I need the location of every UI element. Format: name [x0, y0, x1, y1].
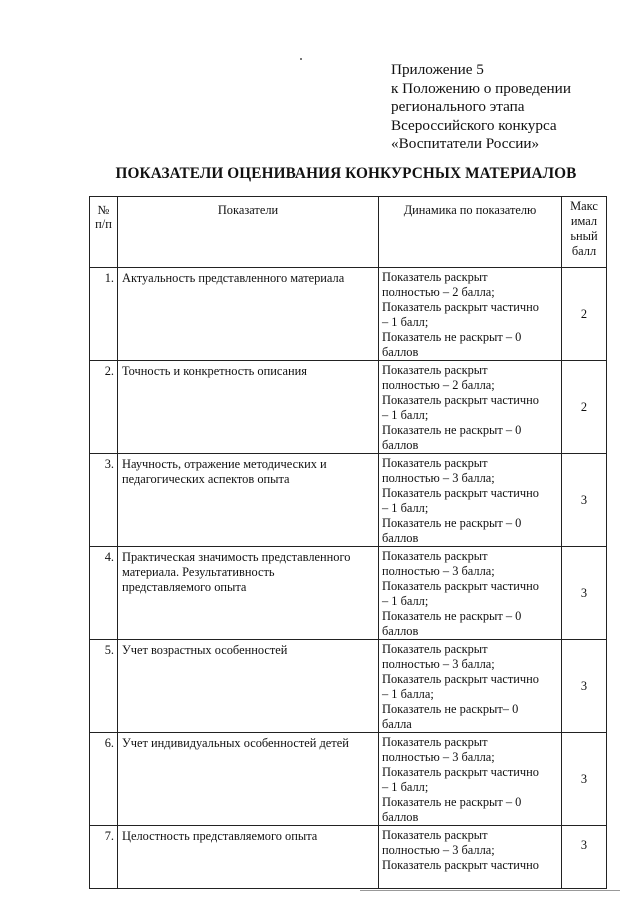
header-max-line: балл [571, 244, 597, 258]
dynamics-line: Показатель не раскрыт – 0 [382, 329, 522, 344]
indicator-line: представляемого опыта [122, 579, 247, 594]
dynamics-line: полностью – 3 балла; [382, 842, 495, 857]
dynamics-cell [379, 268, 562, 361]
indicator-cell [118, 547, 379, 640]
dynamics-line: баллов [382, 344, 419, 359]
max-score: 3 [562, 733, 607, 826]
dynamics-line: Показатель раскрыт частично [382, 392, 539, 407]
dynamics-line: – 1 балла; [382, 686, 434, 701]
table-header [90, 197, 607, 268]
indicator-cell [118, 361, 379, 454]
dynamics-line: Показатель раскрыт частично [382, 485, 539, 500]
row-number: 1. [90, 268, 118, 361]
table-row [90, 640, 607, 733]
dynamics-line: Показатель раскрыт [382, 642, 488, 656]
table-row [90, 826, 607, 889]
appendix-line: Всероссийского конкурса [391, 116, 557, 134]
appendix-line: Приложение 5 [391, 61, 484, 78]
dynamics-line: полностью – 3 балла; [382, 470, 495, 485]
dynamics-line: баллов [382, 623, 419, 638]
dynamics-cell [379, 640, 562, 733]
row-number: 6. [90, 733, 118, 826]
dynamics-line: Показатель раскрыт частично [382, 764, 539, 779]
dynamics-line: Показатель раскрыт [382, 549, 488, 563]
indicator-line: Практическая значимость представленного [122, 550, 351, 564]
indicator-line: Учет индивидуальных особенностей детей [122, 736, 349, 750]
dynamics-cell [379, 826, 562, 889]
appendix-line: «Воспитатели России» [391, 135, 540, 153]
indicator-line: материала. Результативность [122, 564, 275, 579]
dynamics-line: Показатель раскрыт [382, 828, 488, 842]
dynamics-line: – 1 балл; [382, 593, 429, 608]
header-max-score [562, 197, 607, 268]
dynamics-line: Показатель раскрыт [382, 363, 488, 377]
dynamics-line: полностью – 2 балла; [382, 284, 495, 299]
dynamics-line: полностью – 3 балла; [382, 656, 495, 671]
table-row [90, 547, 607, 640]
dynamics-line: Показатель не раскрыт – 0 [382, 422, 522, 437]
header-indicator: Показатели [118, 197, 379, 268]
appendix-line: к Положению о проведении [391, 79, 571, 97]
header-number-line: № [97, 203, 110, 217]
header-max-line: имал [570, 214, 598, 228]
dynamics-cell [379, 361, 562, 454]
dynamics-line: Показатель раскрыт частично [382, 578, 539, 593]
row-number: 7. [90, 826, 118, 889]
scan-speck [300, 58, 302, 60]
dynamics-line: полностью – 3 балла; [382, 563, 495, 578]
row-number: 5. [90, 640, 118, 733]
dynamics-line: Показатель раскрыт частично [382, 299, 539, 314]
document-title: ПОКАЗАТЕЛИ ОЦЕНИВАНИЯ КОНКУРСНЫХ МАТЕРИАЛОВ [115, 165, 577, 182]
dynamics-line: Показатель не раскрыт – 0 [382, 515, 522, 530]
indicator-line: Учет возрастных особенностей [122, 643, 288, 657]
header-max-line: ьный [570, 229, 598, 243]
table-row [90, 361, 607, 454]
indicator-cell [118, 733, 379, 826]
max-score: 2 [562, 268, 607, 361]
indicator-line: Точность и конкретность описания [122, 364, 307, 378]
dynamics-cell [379, 547, 562, 640]
dynamics-line: – 1 балл; [382, 779, 429, 794]
dynamics-line: – 1 балл; [382, 500, 429, 515]
dynamics-line: баллов [382, 809, 419, 824]
table-row [90, 733, 607, 826]
table-row [90, 454, 607, 547]
header-max-line: Макс [570, 199, 598, 213]
dynamics-line: Показатель раскрыт [382, 270, 488, 284]
dynamics-cell [379, 454, 562, 547]
max-score: 3 [562, 547, 607, 640]
indicator-cell [118, 640, 379, 733]
row-number: 2. [90, 361, 118, 454]
indicator-cell [118, 454, 379, 547]
max-score: 2 [562, 361, 607, 454]
max-score: 3 [562, 826, 607, 889]
dynamics-line: Показатель не раскрыт – 0 [382, 794, 522, 809]
dynamics-line: баллов [382, 437, 419, 452]
indicator-line: Актуальность представленного материала [122, 271, 345, 285]
dynamics-line: полностью – 3 балла; [382, 749, 495, 764]
header-number-line: п/п [95, 217, 112, 231]
indicator-cell [118, 826, 379, 889]
header-dynamics: Динамика по показателю [379, 197, 562, 268]
dynamics-line: – 1 балл; [382, 407, 429, 422]
dynamics-line: Показатель раскрыт частично [382, 671, 539, 686]
dynamics-line: Показатель не раскрыт – 0 [382, 608, 522, 623]
row-number: 3. [90, 454, 118, 547]
indicator-cell [118, 268, 379, 361]
table-body [90, 268, 607, 889]
indicator-line: Целостность представляемого опыта [122, 829, 318, 843]
dynamics-cell [379, 733, 562, 826]
dynamics-line: Показатель раскрыт [382, 456, 488, 470]
indicator-line: педагогических аспектов опыта [122, 471, 290, 486]
max-score: 3 [562, 454, 607, 547]
page-bottom-rule [360, 890, 620, 891]
max-score: 3 [562, 640, 607, 733]
dynamics-line: – 1 балл; [382, 314, 429, 329]
appendix-note [391, 61, 631, 154]
header-row [90, 197, 607, 268]
dynamics-line: баллов [382, 530, 419, 545]
header-number [90, 197, 118, 268]
row-number: 4. [90, 547, 118, 640]
table-row [90, 268, 607, 361]
dynamics-line: Показатель раскрыт частично [382, 857, 539, 872]
appendix-line: регионального этапа [391, 98, 525, 116]
dynamics-line: полностью – 2 балла; [382, 377, 495, 392]
dynamics-line: балла [382, 716, 412, 731]
indicator-line: Научность, отражение методических и [122, 457, 327, 471]
dynamics-line: Показатель раскрыт [382, 735, 488, 749]
dynamics-line: Показатель не раскрыт– 0 [382, 701, 519, 716]
evaluation-table [89, 196, 607, 889]
